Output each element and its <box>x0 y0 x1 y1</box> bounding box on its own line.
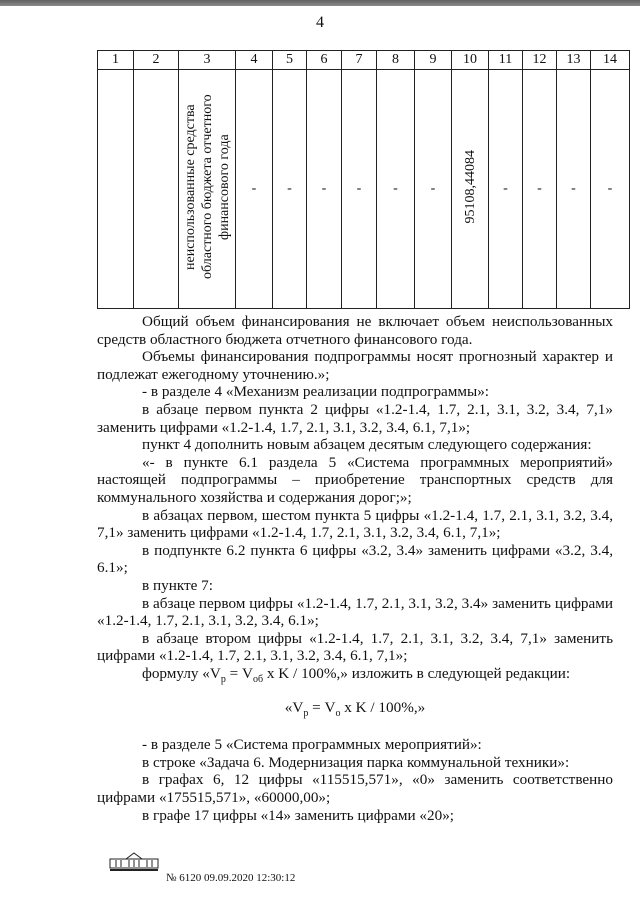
table-cell-value <box>452 70 489 309</box>
header-cell: 8 <box>377 51 415 70</box>
paragraph: в абзаце первом цифры «1.2-1.4, 1.7, 2.1, 3.1, 3.2, 3.4» заменить цифрами «1.2-1.4, 1.7, 2.1, 3.1, 3.2, 3.4, 6.1»; <box>97 594 613 630</box>
formula-intro: формулу «$V_р = V_{об}$ x K / 100%,» изложить в следующей редакции: <box>142 664 571 685</box>
scan-top-edge <box>0 0 640 6</box>
paragraph: в абзаце втором цифры «1.2-1.4, 1.7, 2.1, 3.1, 3.2, 3.4, 7,1» заменить цифрами «1.2-1.4, 1.7, 2.1, 3.1, 3.2, 3.4, 6.1, 7,1»; <box>97 629 613 665</box>
paragraph: в строке «Задача 6. Модернизация парка коммунальной техники»: <box>142 753 570 771</box>
header-cell: 7 <box>342 51 377 70</box>
table-header-row <box>98 51 630 70</box>
table-row <box>98 70 630 309</box>
table-cell: - <box>307 70 342 309</box>
building-logo <box>108 850 160 872</box>
registration-stamp: № 6120 09.09.2020 12:30:12 <box>166 872 296 884</box>
paragraph: - в разделе 5 «Система программных мероприятий»: <box>142 736 482 754</box>
header-cell: 10 <box>452 51 489 70</box>
header-cell: 12 <box>523 51 557 70</box>
page-number: 4 <box>316 14 324 31</box>
header-cell: 5 <box>273 51 307 70</box>
header-cell: 1 <box>98 51 134 70</box>
header-cell: 2 <box>134 51 179 70</box>
table-cell <box>134 70 179 309</box>
paragraph: в абзаце первом пункта 2 цифры «1.2-1.4, 1.7, 2.1, 3.1, 3.2, 3.4, 7,1» заменить цифрами «1.2-1.4, 1.7, 2.1, 3.1, 3.2, 3.4, 6.1, 7,1»; <box>97 400 613 436</box>
data-table <box>97 50 630 309</box>
table-cell <box>98 70 134 309</box>
paragraph: Объемы финансирования подпрограммы носят прогнозный характер и подлежат ежегодному уточнению.»; <box>97 348 613 383</box>
table-cell: - <box>377 70 415 309</box>
table-cell: - <box>591 70 630 309</box>
paragraph: «- в пункте 6.1 раздела 5 «Система программных мероприятий» настоящей подпрограммы – приобретение транспортных средств для коммунального хозяйства и содержания дорог;»; <box>97 453 613 506</box>
value-text: 95108,44084 <box>462 149 478 224</box>
table-cell: - <box>236 70 273 309</box>
header-cell: 4 <box>236 51 273 70</box>
header-cell: 11 <box>489 51 523 70</box>
header-cell: 14 <box>591 51 630 70</box>
table-cell-description <box>179 70 236 309</box>
header-cell: 3 <box>179 51 236 70</box>
description-text: неиспользованные средства областного бюджета отчетного финансового года <box>182 94 232 279</box>
table-cell: - <box>342 70 377 309</box>
document-body <box>97 313 613 824</box>
paragraph: - в разделе 4 «Механизм реализации подпрограммы»: <box>142 383 490 401</box>
paragraph: в абзацах первом, шестом пункта 5 цифры «1.2-1.4, 1.7, 2.1, 3.1, 3.2, 3.4, 7,1» заменить цифрами «1.2-1.4, 1.7, 2.1, 3.1, 3.2, 3.4, 6.1, 7,1»; <box>97 506 613 542</box>
paragraph: Общий объем финансирования не включает объем неиспользованных средств областного бюджета отчетного финансового года. <box>97 313 613 348</box>
table-cell: - <box>415 70 452 309</box>
table-cell: - <box>273 70 307 309</box>
paragraph: в пункте 7: <box>142 576 213 594</box>
table-cell: - <box>523 70 557 309</box>
formula: «$V_р = V_о$ x K / 100%,» <box>284 698 426 719</box>
header-cell: 6 <box>307 51 342 70</box>
header-cell: 9 <box>415 51 452 70</box>
header-cell: 13 <box>557 51 591 70</box>
paragraph: в подпункте 6.2 пункта 6 цифры «3.2, 3.4» заменить цифрами «3.2, 3.4, 6.1»; <box>97 541 613 577</box>
paragraph: пункт 4 дополнить новым абзацем десятым следующего содержания: <box>142 436 592 454</box>
paragraph: в графе 17 цифры «14» заменить цифрами «20»; <box>142 806 455 824</box>
paragraph: в графах 6, 12 цифры «115515,571», «0» заменить соответственно цифрами «175515,571», «60000,00»; <box>97 771 613 806</box>
table-cell: - <box>489 70 523 309</box>
table-cell: - <box>557 70 591 309</box>
